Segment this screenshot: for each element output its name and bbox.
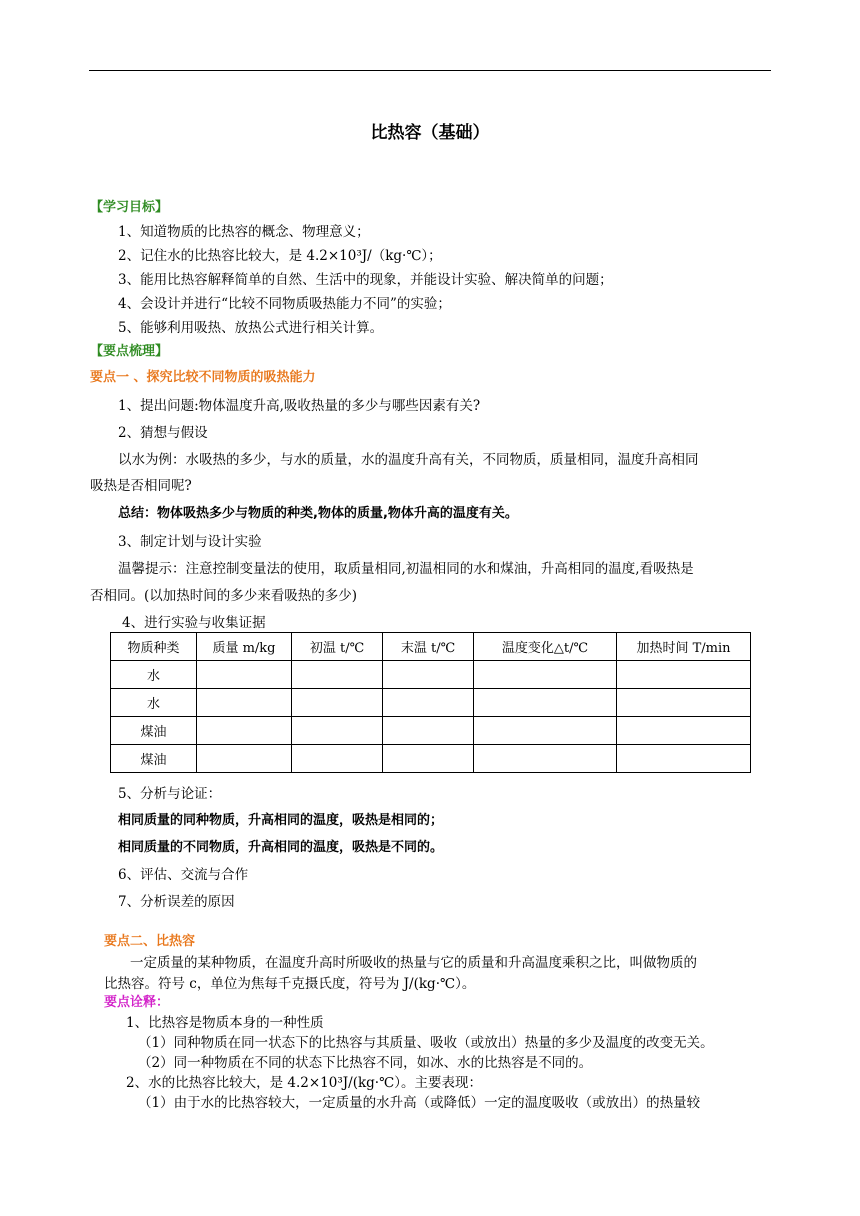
point1-step2: 2、猜想与假设 xyxy=(118,425,208,441)
table-cell xyxy=(617,717,751,745)
table-row xyxy=(111,745,751,773)
table-cell xyxy=(474,745,617,773)
table-cell xyxy=(292,689,383,717)
table-cell xyxy=(197,689,292,717)
objective-item: 3、能用比热容解释简单的自然、生活中的现象，并能设计实验、解决简单的问题； xyxy=(118,272,613,288)
objective-item: 5、能够利用吸热、放热公式进行相关计算。 xyxy=(118,320,384,336)
point1-tip-cont: 否相同。(以加热时间的多少来看吸热的多少) xyxy=(90,588,358,604)
table-header: 温度变化△t/℃ xyxy=(474,633,617,661)
point1-step5: 5、分析与论证： xyxy=(118,786,222,802)
point1-step1: 1、提出问题:物体温度升高,吸收热量的多少与哪些因素有关? xyxy=(118,398,481,414)
point2-heading: 要点二、比热容 xyxy=(104,934,196,949)
table-header: 物质种类 xyxy=(111,633,197,661)
table-cell xyxy=(617,745,751,773)
table-cell-substance: 水 xyxy=(111,661,197,689)
point1-step4: 4、进行实验与收集证据 xyxy=(122,615,266,631)
explanation-item: 1、比热容是物质本身的一种性质 xyxy=(126,1015,324,1031)
table-cell-substance: 煤油 xyxy=(111,717,197,745)
point1-step7: 7、分析误差的原因 xyxy=(118,894,235,910)
table-cell xyxy=(197,661,292,689)
explanation-subitem: （2）同一种物质在不同的状态下比热容不同，如冰、水的比热容是不同的。 xyxy=(138,1055,593,1071)
table-row xyxy=(111,689,751,717)
experiment-table xyxy=(110,632,751,773)
point1-step6: 6、评估、交流与合作 xyxy=(118,867,249,883)
table-cell xyxy=(292,661,383,689)
point1-heading: 要点一 、探究比较不同物质的吸热能力 xyxy=(90,370,316,385)
objective-item: 1、知道物质的比热容的概念、物理意义； xyxy=(118,224,370,240)
table-cell xyxy=(383,745,474,773)
explanation-item: 2、水的比热容比较大，是 4.2×10³J/(kg·℃）。主要表现： xyxy=(126,1075,482,1091)
objectives-heading: 【学习目标】 xyxy=(90,200,169,215)
table-cell xyxy=(383,661,474,689)
explanation-subitem: （1）同种物质在同一状态下的比热容与其质量、吸收（或放出）热量的多少及温度的改变无关。 xyxy=(138,1035,714,1051)
table-cell xyxy=(292,717,383,745)
header-rule xyxy=(89,70,771,71)
objective-item: 2、记住水的比热容比较大，是 4.2×10³J/（kg·℃）； xyxy=(118,248,442,264)
table-row xyxy=(111,661,751,689)
point1-bold-statement: 相同质量的同种物质，升高相同的温度，吸热是相同的； xyxy=(118,813,444,828)
table-cell xyxy=(197,745,292,773)
point1-tip: 温馨提示：注意控制变量法的使用，取质量相同,初温相同的水和煤油，升高相同的温度,看吸热是 xyxy=(118,561,694,577)
table-cell xyxy=(617,689,751,717)
table-cell xyxy=(383,689,474,717)
table-cell xyxy=(197,717,292,745)
table-header: 加热时间 T/min xyxy=(617,633,751,661)
point1-bold-statement: 相同质量的不同物质，升高相同的温度，吸热是不同的。 xyxy=(118,840,444,855)
table-header: 末温 t/℃ xyxy=(383,633,474,661)
explanation-heading: 要点诠释： xyxy=(104,995,170,1010)
point1-conclusion: 总结：物体吸热多少与物质的种类,物体的质量,物体升高的温度有关。 xyxy=(118,506,518,521)
table-row xyxy=(111,717,751,745)
objective-item: 4、会设计并进行“比较不同物质吸热能力不同”的实验； xyxy=(118,296,451,312)
table-cell-substance: 煤油 xyxy=(111,745,197,773)
table-cell xyxy=(474,689,617,717)
point1-paragraph-cont: 吸热是否相同呢? xyxy=(90,478,192,494)
point1-step3: 3、制定计划与设计实验 xyxy=(118,534,262,550)
point2-definition: 一定质量的某种物质，在温度升高时所吸收的热量与它的质量和升高温度乘积之比，叫做物质的 xyxy=(130,955,697,971)
summary-heading: 【要点梳理】 xyxy=(90,344,169,359)
table-header-row xyxy=(111,633,751,661)
table-cell-substance: 水 xyxy=(111,689,197,717)
point2-definition-cont: 比热容。符号 c，单位为焦每千克摄氏度，符号为 J/(kg·℃）。 xyxy=(104,976,476,992)
table-cell xyxy=(474,661,617,689)
table-header: 质量 m/kg xyxy=(197,633,292,661)
table-header: 初温 t/℃ xyxy=(292,633,383,661)
point1-paragraph: 以水为例：水吸热的多少，与水的质量，水的温度升高有关，不同物质，质量相同，温度升高相同 xyxy=(118,452,699,468)
page-title: 比热容（基础） xyxy=(370,123,490,143)
table-cell xyxy=(292,745,383,773)
table-cell xyxy=(617,661,751,689)
explanation-subitem: （1）由于水的比热容较大，一定质量的水升高（或降低）一定的温度吸收（或放出）的热量较 xyxy=(138,1095,701,1111)
table-cell xyxy=(383,717,474,745)
table-cell xyxy=(474,717,617,745)
